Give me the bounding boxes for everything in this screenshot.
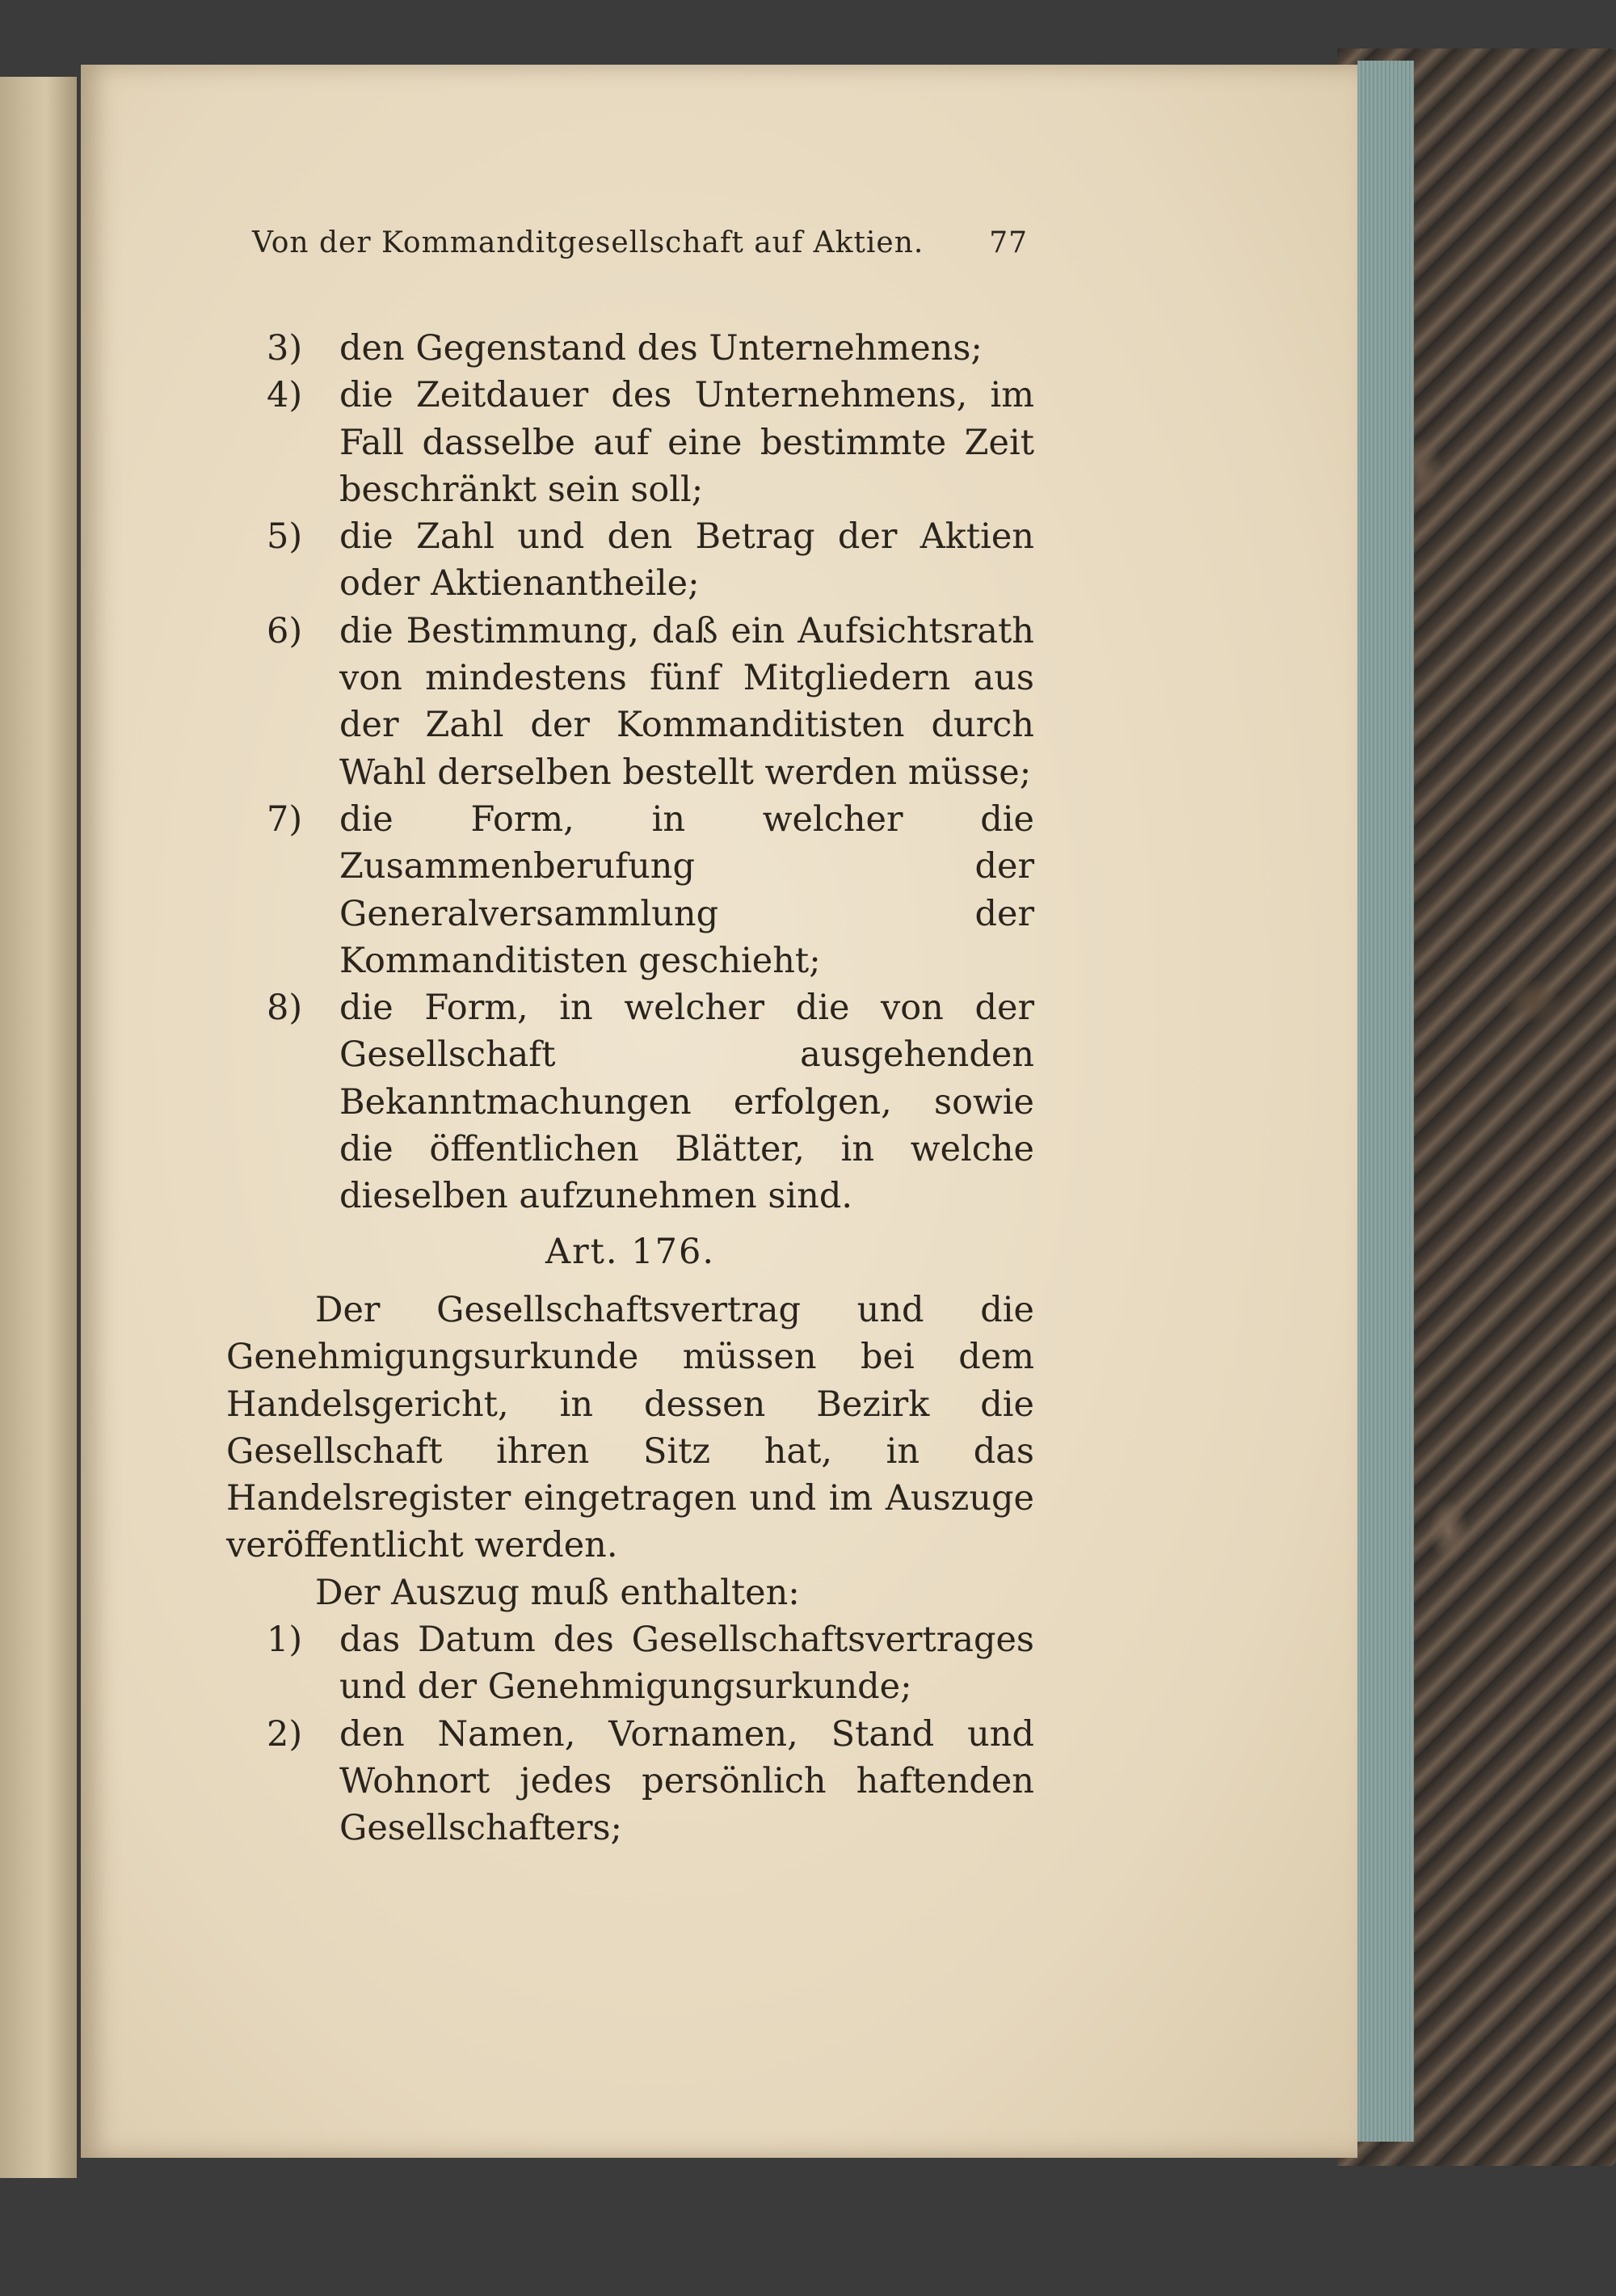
running-title: Von der Kommanditgesellschaft auf Aktien. xyxy=(252,226,924,259)
list-item xyxy=(226,513,1034,608)
article-paragraph: Der Gesellschaftsvertrag und die Genehmigungsurkunde müssen bei dem Handelsgericht, in dessen Bezirk die Gesellschaft ihren Sitz hat, in das Handelsregister eingetragen und im Auszuge veröffentlicht werden. xyxy=(226,1289,1034,1566)
list-number: 5) xyxy=(267,516,303,558)
page-number: 77 xyxy=(989,226,1028,259)
list-item xyxy=(226,1616,1034,1711)
list-number: 6) xyxy=(267,610,303,651)
list-text: den Namen, Vornamen, Stand und Wohnort jedes persönlich haftenden Gesellschafters; xyxy=(339,1713,1034,1849)
page-text xyxy=(226,325,1034,1852)
list-text: die Form, in welcher die Zusammenberufung der Generalversammlung der Kommanditisten geschieht; xyxy=(339,798,1034,981)
list-number: 4) xyxy=(267,375,303,416)
list-item xyxy=(226,372,1034,513)
list-text: den Gegenstand des Unternehmens; xyxy=(339,328,983,369)
left-page-edge xyxy=(0,77,77,2178)
article-heading: Art. 176. xyxy=(545,1231,715,1272)
running-head xyxy=(252,226,1028,259)
list-number: 1) xyxy=(267,1620,303,1661)
list-number: 3) xyxy=(267,328,303,369)
list-item xyxy=(226,608,1034,796)
list-text: das Datum des Gesellschaftsvertrages und der Genehmigungsurkunde; xyxy=(339,1620,1034,1708)
article-paragraph: Der Auszug muß enthalten: xyxy=(315,1572,800,1613)
list-number: 2) xyxy=(267,1713,303,1755)
list-item xyxy=(226,984,1034,1220)
page-edges xyxy=(1357,61,1414,2142)
list-text: die Zahl und den Betrag der Aktien oder Aktienantheile; xyxy=(339,516,1034,605)
list-text: die Zeitdauer des Unternehmens, im Fall dasselbe auf eine bestimmte Zeit beschränkt sein soll; xyxy=(339,375,1034,510)
list-item xyxy=(226,796,1034,984)
list-number: 7) xyxy=(267,798,303,840)
list-number: 8) xyxy=(267,988,303,1029)
list-text: die Form, in welcher die von der Gesellschaft ausgehenden Bekanntmachungen erfolgen, sowie die öffentlichen Blätter, in welche dieselben aufzunehmen sind. xyxy=(339,988,1034,1217)
list-item xyxy=(226,1711,1034,1852)
list-text: die Bestimmung, daß ein Aufsichtsrath von mindestens fünf Mitgliedern aus der Zahl der Kommanditisten durch Wahl derselben bestellt werden müsse; xyxy=(339,610,1034,793)
list-item xyxy=(226,325,1034,372)
